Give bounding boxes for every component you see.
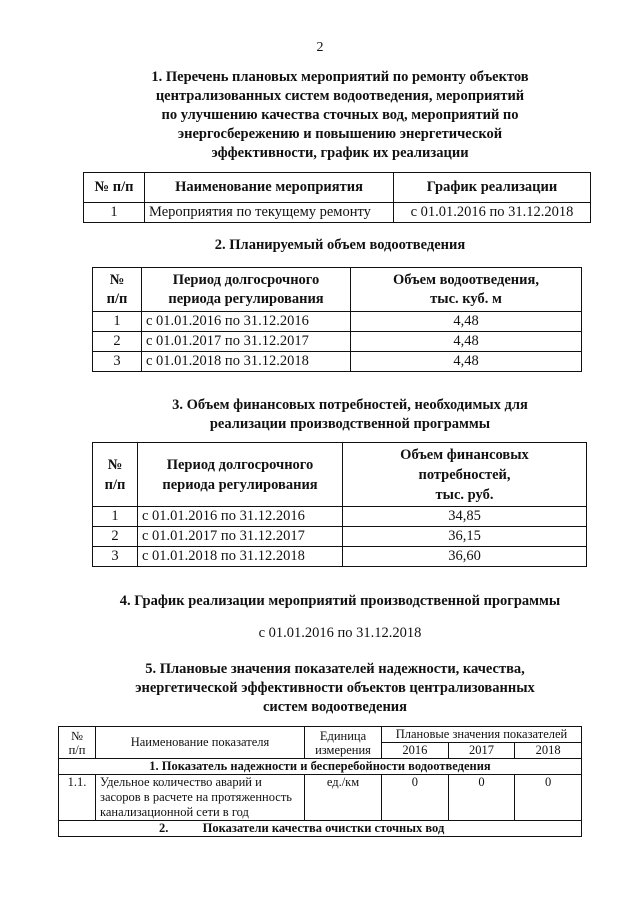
header-line: потребностей,: [418, 466, 511, 483]
table-row: [59, 775, 582, 821]
cell-line: Удельное количество аварий и: [100, 775, 262, 789]
header-line: периода регулирования: [162, 476, 318, 493]
table-cell: 4,48: [351, 332, 582, 352]
header-line: Единица: [319, 728, 367, 743]
column-header: [93, 443, 138, 507]
table-cell: с 01.01.2017 по 31.12.2017: [138, 527, 343, 547]
section1-heading: [60, 68, 620, 163]
subsection-header: 1. Показатель надежности и бесперебойности водоотведения: [59, 759, 582, 775]
table-cell: [96, 775, 305, 821]
table-row: [93, 547, 587, 567]
table-cell: 0: [448, 775, 515, 821]
column-header: № п/п: [84, 173, 145, 203]
section5-heading-line: энергетической эффективности объектов централизованных: [135, 680, 535, 696]
table-cell: ед./км: [305, 775, 382, 821]
table-cell: с 01.01.2018 по 31.12.2018: [138, 547, 343, 567]
section1-heading-line: эффективности, график их реализации: [211, 145, 469, 161]
section5-heading-line: систем водоотведения: [262, 699, 408, 715]
header-line: периода регулирования: [168, 290, 324, 307]
section5-heading: [40, 660, 630, 717]
header-line: Объем водоотведения,: [393, 271, 539, 288]
table-row: [93, 352, 582, 372]
table-cell: 0: [382, 775, 449, 821]
header-line: №: [109, 271, 125, 288]
year-header: 2017: [448, 743, 515, 759]
table-cell: 0: [515, 775, 582, 821]
table-cell: 34,85: [343, 507, 587, 527]
section3-heading-line: 3. Объем финансовых потребностей, необходимых для: [172, 397, 528, 413]
column-header: [305, 727, 382, 759]
table-cell: 2: [93, 527, 138, 547]
header-line: п/п: [106, 290, 128, 307]
section4-period: с 01.01.2016 по 31.12.2018: [258, 625, 422, 641]
header-line: Период долгосрочного: [166, 456, 314, 473]
year-header: 2016: [382, 743, 449, 759]
subsection-header: [59, 821, 582, 837]
section1-heading-line: по улучшению качества сточных вод, мероприятий по: [161, 107, 519, 123]
section4-heading: 4. График реализации мероприятий производственной программы: [119, 593, 561, 609]
header-line: п/п: [68, 742, 86, 757]
column-header: График реализации: [394, 173, 591, 203]
table-cell: 2: [93, 332, 142, 352]
table-cell: с 01.01.2016 по 31.12.2016: [142, 312, 351, 332]
cell-line: засоров в расчете на протяженность: [100, 790, 293, 804]
column-header: [142, 268, 351, 312]
table-cell: с 01.01.2018 по 31.12.2018: [142, 352, 351, 372]
section3-table: [92, 442, 587, 567]
table-row: [93, 312, 582, 332]
table-cell: 1: [93, 507, 138, 527]
cell-line: канализационной сети в год: [100, 805, 249, 819]
table-cell: 4,48: [351, 312, 582, 332]
table-cell: 1: [84, 203, 145, 223]
subsection-number: 2.: [159, 821, 169, 835]
table-cell: Мероприятия по текущему ремонту: [145, 203, 394, 223]
column-header: [351, 268, 582, 312]
year-header: 2018: [515, 743, 582, 759]
column-header: Наименование мероприятия: [145, 173, 394, 203]
section2-heading: 2. Планируемый объем водоотведения: [214, 237, 466, 253]
table-cell: с 01.01.2017 по 31.12.2017: [142, 332, 351, 352]
column-header: [343, 443, 587, 507]
table-cell: 3: [93, 352, 142, 372]
column-header: [59, 727, 96, 759]
table-row: [93, 332, 582, 352]
column-header: [138, 443, 343, 507]
section3-heading-line: реализации производственной программы: [209, 416, 491, 432]
section1-heading-line: централизованных систем водоотведения, мероприятий: [155, 88, 525, 104]
table-cell: 36,15: [343, 527, 587, 547]
header-line: Объем финансовых: [400, 446, 529, 463]
table-cell: 3: [93, 547, 138, 567]
header-line: п/п: [104, 476, 126, 493]
header-line: измерения: [315, 742, 371, 757]
table-row: [84, 203, 591, 223]
section5-heading-line: 5. Плановые значения показателей надежности, качества,: [145, 661, 525, 677]
table-cell: с 01.01.2016 по 31.12.2018: [394, 203, 591, 223]
section1-heading-line: 1. Перечень плановых мероприятий по ремонту объектов: [151, 69, 529, 85]
section1-table: [83, 172, 591, 223]
section2-table: [92, 267, 582, 372]
header-line: №: [107, 456, 123, 473]
subsection-title: Показатели качества очистки сточных вод: [202, 821, 445, 835]
column-header: [93, 268, 142, 312]
header-line: тыс. руб.: [435, 486, 494, 503]
header-line: Период долгосрочного: [172, 271, 320, 288]
table-cell: 4,48: [351, 352, 582, 372]
header-line: тыс. куб. м: [430, 290, 502, 307]
section1-heading-line: энергосбережению и повышению энергетической: [177, 126, 503, 142]
table-row: [93, 507, 587, 527]
section5-table: [58, 726, 582, 837]
table-cell: 36,60: [343, 547, 587, 567]
header-line: №: [71, 728, 83, 743]
column-header: Наименование показателя: [96, 727, 305, 759]
column-header: Плановые значения показателей: [382, 727, 582, 743]
page-number: 2: [316, 40, 324, 55]
table-row: [93, 527, 587, 547]
table-cell: 1.1.: [59, 775, 96, 821]
table-cell: с 01.01.2016 по 31.12.2016: [138, 507, 343, 527]
section3-heading: [70, 396, 630, 434]
table-cell: 1: [93, 312, 142, 332]
